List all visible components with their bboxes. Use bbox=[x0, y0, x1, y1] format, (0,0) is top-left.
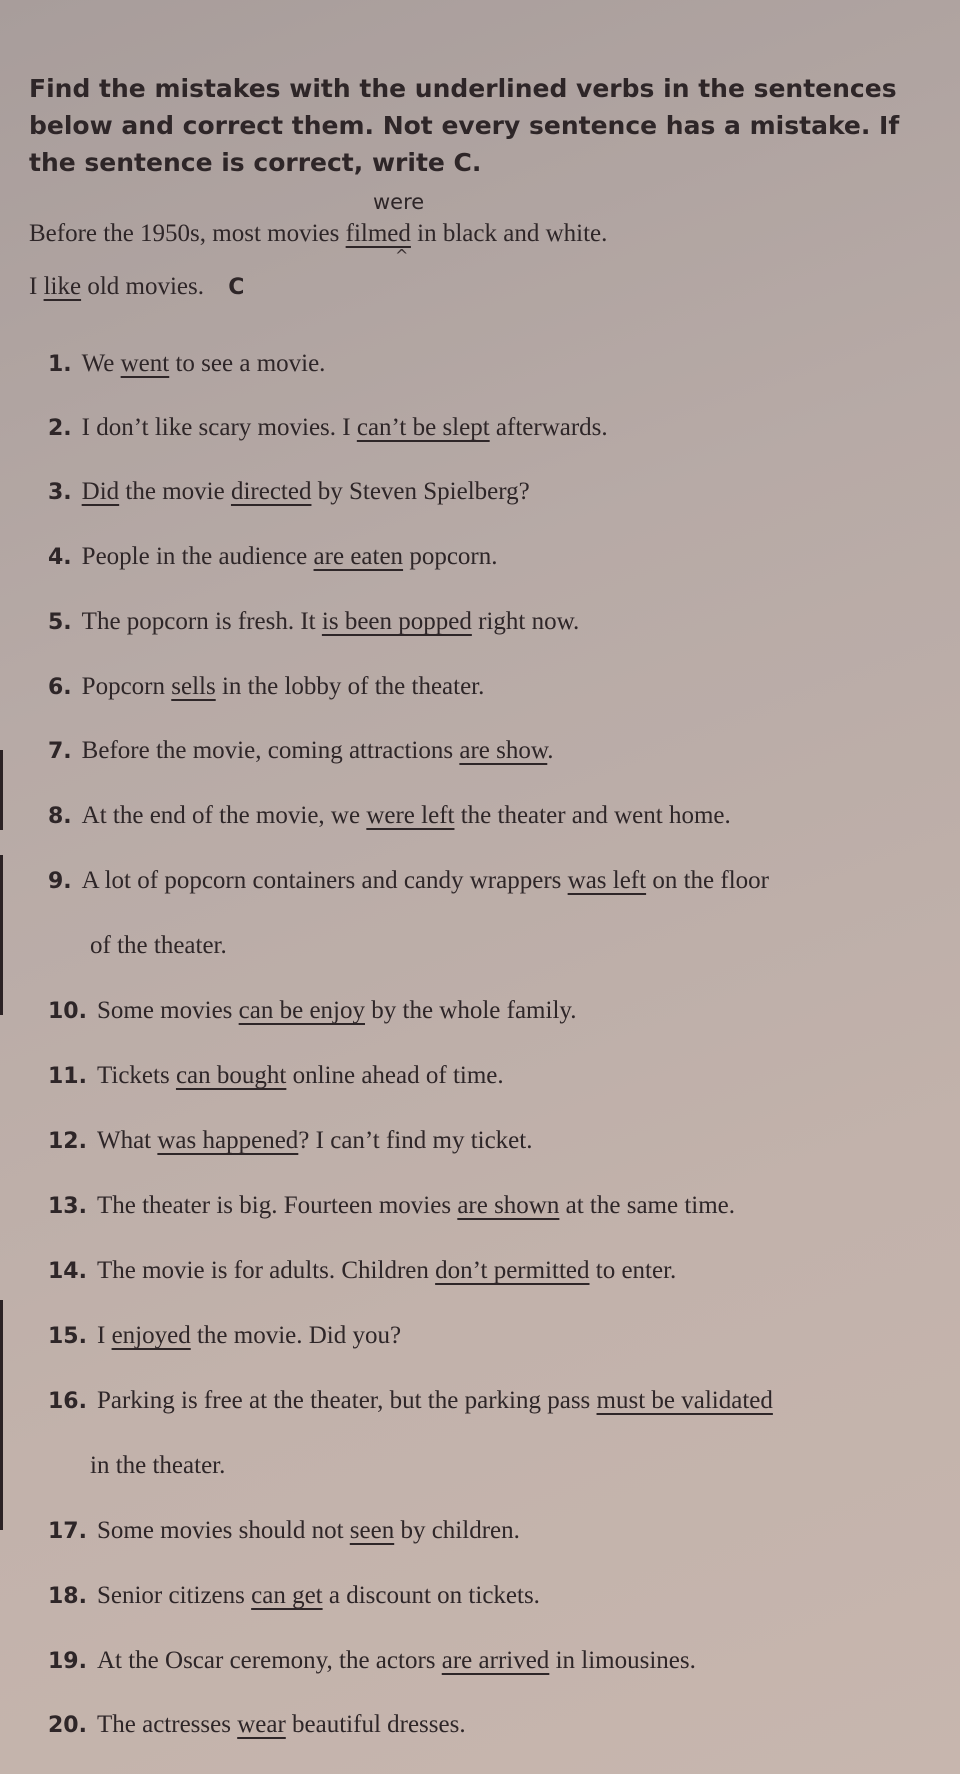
exercise-item: 1. We went to see a movie. bbox=[48, 350, 326, 377]
item-number: 13. bbox=[48, 1194, 87, 1219]
exercise-item: 3. Did the movie directed by Steven Spielberg? bbox=[48, 478, 530, 505]
example-sentence-2: I like old movies. C bbox=[29, 273, 245, 300]
item-number: 18. bbox=[48, 1584, 87, 1609]
exercise-item: 13. The theater is big. Fourteen movies are shown at the same time. bbox=[48, 1192, 736, 1219]
item-number: 3. bbox=[48, 480, 72, 505]
item-number: 15. bbox=[48, 1324, 87, 1349]
underlined-verb: are arrived bbox=[441, 1647, 550, 1674]
item-number: 20. bbox=[48, 1713, 87, 1738]
item-number: 14. bbox=[48, 1259, 87, 1284]
edge-mark bbox=[0, 1300, 3, 1530]
underlined-verb: is been popped bbox=[321, 608, 472, 635]
item-number: 12. bbox=[48, 1129, 87, 1154]
item-number: 17. bbox=[48, 1519, 87, 1544]
exercise-item: 12. What was happened? I can’t find my ticket. bbox=[48, 1127, 533, 1154]
underlined-verb: are show bbox=[459, 737, 548, 764]
exercise-item: 8. At the end of the movie, we were left the theater and went home. bbox=[48, 802, 731, 829]
exercise-item: 10. Some movies can be enjoy by the whole family. bbox=[48, 997, 577, 1024]
exercise-item-continuation: in the theater. bbox=[90, 1452, 226, 1479]
underlined-verb: sells bbox=[171, 673, 216, 700]
underlined-verb: directed bbox=[230, 478, 312, 505]
item-number: 2. bbox=[48, 416, 72, 441]
exercise-item: 11. Tickets can bought online ahead of time. bbox=[48, 1062, 504, 1089]
exercise-item: 16. Parking is free at the theater, but the parking pass must be validated bbox=[48, 1387, 773, 1414]
handwritten-correction: were bbox=[373, 190, 425, 214]
underlined-verb: can bought bbox=[175, 1062, 287, 1089]
underlined-verb: are eaten bbox=[313, 543, 404, 570]
item-number: 19. bbox=[48, 1649, 87, 1674]
insertion-caret: ^ bbox=[395, 246, 409, 265]
exercise-item: 2. I don’t like scary movies. I can’t be slept afterwards. bbox=[48, 414, 608, 441]
underlined-verb: was left bbox=[567, 867, 647, 894]
underlined-verb: enjoyed bbox=[111, 1322, 191, 1349]
underlined-verb: can’t be slept bbox=[356, 414, 490, 441]
correct-mark: C bbox=[228, 275, 245, 300]
exercise-item: 18. Senior citizens can get a discount on tickets. bbox=[48, 1582, 540, 1609]
item-number: 9. bbox=[48, 869, 72, 894]
item-number: 8. bbox=[48, 804, 72, 829]
exercise-item: 20. The actresses wear beautiful dresses. bbox=[48, 1711, 466, 1738]
exercise-item: 5. The popcorn is fresh. It is been popped right now. bbox=[48, 608, 580, 635]
item-number: 4. bbox=[48, 545, 72, 570]
exercise-item: 17. Some movies should not seen by children. bbox=[48, 1517, 520, 1544]
underlined-verb: don’t permitted bbox=[435, 1257, 590, 1284]
exercise-item: 7. Before the movie, coming attractions are show. bbox=[48, 737, 554, 764]
underlined-verb: seen bbox=[349, 1517, 395, 1544]
edge-mark bbox=[0, 855, 3, 1015]
underlined-verb: are shown bbox=[457, 1192, 560, 1219]
item-number: 7. bbox=[48, 739, 72, 764]
item-number: 6. bbox=[48, 675, 72, 700]
exercise-item: 19. At the Oscar ceremony, the actors are arrived in limousines. bbox=[48, 1647, 696, 1674]
exercise-item: 6. Popcorn sells in the lobby of the theater. bbox=[48, 673, 485, 700]
underlined-verb: must be validated bbox=[596, 1387, 773, 1414]
underlined-verb: went bbox=[120, 350, 170, 377]
underlined-verb: were left bbox=[366, 802, 455, 829]
item-number: 16. bbox=[48, 1389, 87, 1414]
item-number: 11. bbox=[48, 1064, 87, 1089]
item-number: 1. bbox=[48, 352, 72, 377]
exercise-item-continuation: of the theater. bbox=[90, 932, 227, 959]
edge-mark bbox=[0, 750, 3, 830]
underlined-verb: Did bbox=[81, 478, 120, 505]
item-number: 5. bbox=[48, 610, 72, 635]
exercise-item: 14. The movie is for adults. Children don’t permitted to enter. bbox=[48, 1257, 677, 1284]
exercise-item: 4. People in the audience are eaten popcorn. bbox=[48, 543, 498, 570]
exercise-item: 15. I enjoyed the movie. Did you? bbox=[48, 1322, 402, 1349]
underlined-verb: can be enjoy bbox=[238, 997, 365, 1024]
underlined-verb: wear bbox=[237, 1711, 286, 1738]
example-sentence-1: Before the 1950s, most movies filmed in black and white. bbox=[29, 220, 608, 247]
item-number: 10. bbox=[48, 999, 87, 1024]
instructions: Find the mistakes with the underlined verbs in the sentences below and correct them. Not every sentence has a mistake. If the sentence is correct, write C. bbox=[29, 74, 900, 177]
underlined-verb: was happened bbox=[157, 1127, 299, 1154]
exercise-item: 9. A lot of popcorn containers and candy wrappers was left on the floor bbox=[48, 867, 769, 894]
underlined-verb: can get bbox=[251, 1582, 323, 1609]
